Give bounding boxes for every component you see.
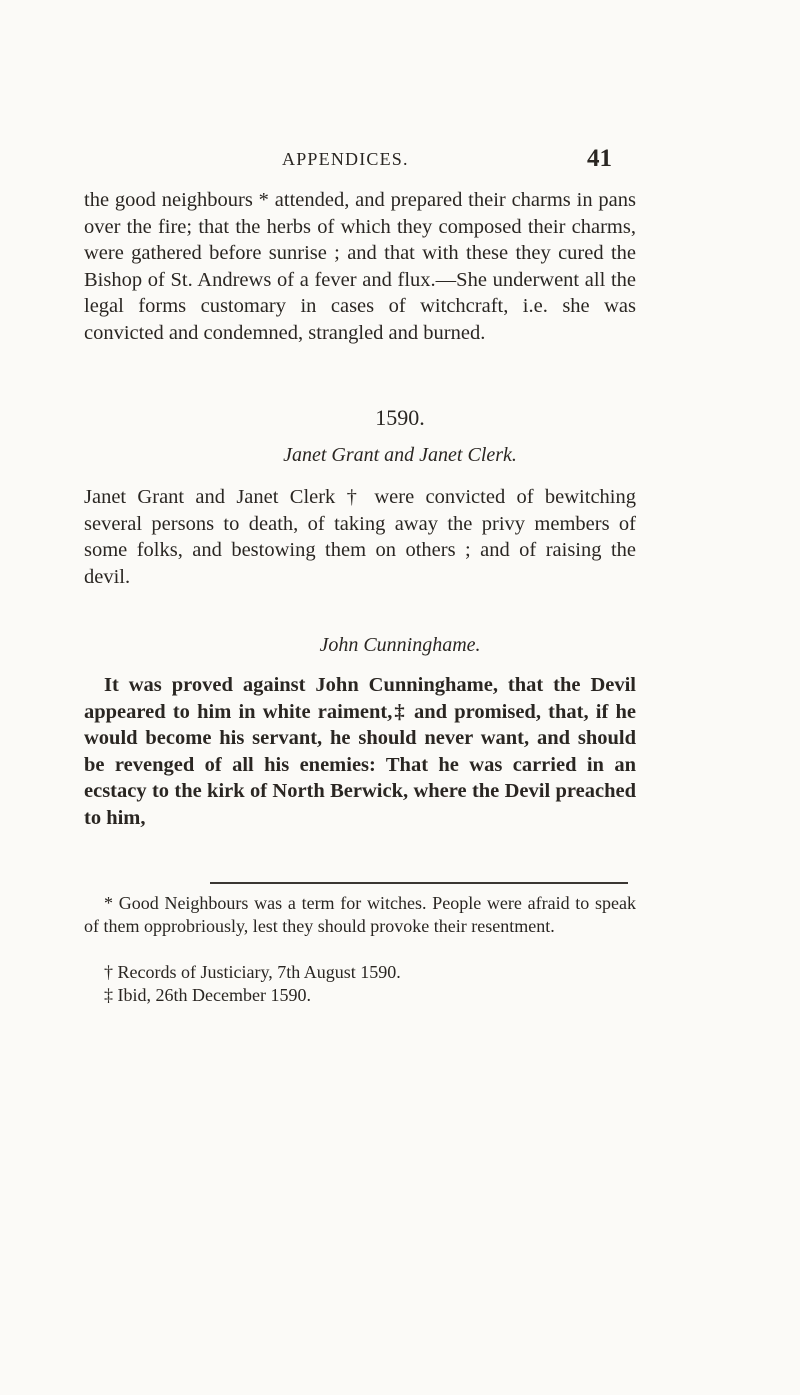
- footnote-divider: [210, 882, 628, 884]
- running-head: APPENDICES.: [282, 149, 409, 169]
- case-heading-grant-clerk: Janet Grant and Janet Clerk.: [283, 444, 517, 466]
- paragraph-grant-clerk: Janet Grant and Janet Clerk † were convicted of bewitching several persons to death, of taking away the privy members of some folks, and bestowing them on others ; and of raising the devil.: [84, 486, 636, 588]
- paragraph-cunninghame: It was proved against John Cunninghame, that the Devil appeared to him in white raiment,‡ and promised, that, if he would become his servant, he should never want, and should be revenged of all his enemies: That he was carried in an ecstacy to the kirk of North Berwick, where the Devil preached to him,: [84, 674, 636, 829]
- case-heading-cunninghame: John Cunninghame.: [319, 634, 481, 656]
- footnote-good-neighbours: * Good Neighbours was a term for witches. People were afraid to speak of them opprobriously, lest they should provoke their resentment.: [84, 893, 636, 936]
- paragraph-continuation: the good neighbours * attended, and prepared their charms in pans over the fire; that the herbs of which they composed their charms, were gathered before sunrise ; and that with these they cured the Bishop of St. Andrews of a fever and flux.—She underwent all the legal forms customary in cases of witchcraft, i.e. she was convicted and condemned, strangled and burned.: [84, 189, 636, 344]
- year-heading: 1590.: [375, 405, 425, 430]
- footnote-records-justiciary: † Records of Justiciary, 7th August 1590.: [104, 962, 401, 982]
- page-header: [0, 143, 800, 173]
- page-number: 41: [587, 145, 612, 172]
- footnote-ibid: ‡ Ibid, 26th December 1590.: [104, 985, 311, 1005]
